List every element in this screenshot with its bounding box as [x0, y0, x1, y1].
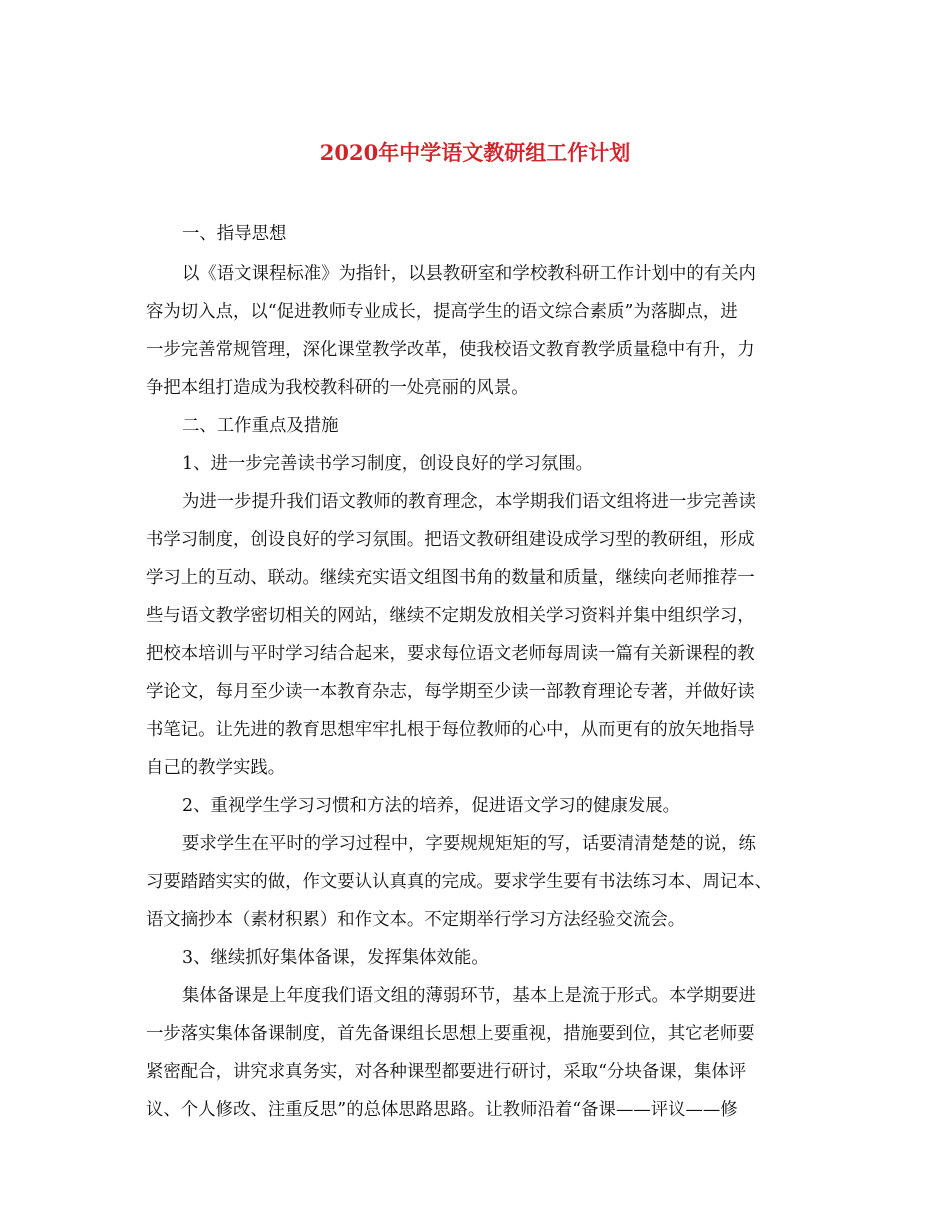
subheading-2: 2、重视学生学习习惯和方法的培养，促进语文学习的健康发展。 — [182, 796, 681, 816]
document-title: 2020年中学语文教研组工作计划 — [319, 140, 631, 165]
paragraph-line: 把校本培训与平时学习结合起来，要求每位语文老师每周读一篇有关新课程的教 — [146, 644, 755, 664]
paragraph-line: 要求学生在平时的学习过程中，字要规规矩矩的写，话要清清楚楚的说，练 — [182, 834, 756, 854]
paragraph-line: 议、个人修改、注重反思”的总体思路思路。让教师沿着“备课——评议——修 — [146, 1100, 738, 1120]
paragraph-line: 一步落实集体备课制度，首先备课组长思想上要重视，措施要到位，其它老师要 — [146, 1024, 755, 1044]
paragraph-line: 自己的教学实践。 — [146, 758, 286, 778]
paragraph-line: 容为切入点，以“促进教师专业成长，提高学生的语文综合素质”为落脚点，进 — [146, 302, 738, 322]
paragraph-line: 争把本组打造成为我校教科研的一处亮丽的风景。 — [146, 378, 529, 398]
subheading-1: 1、进一步完善读书学习制度，创设良好的学习氛围。 — [182, 454, 594, 474]
paragraph-line: 学习上的互动、联动。继续充实语文组图书角的数量和质量，继续向老师推荐一 — [146, 568, 755, 588]
paragraph-line: 习要踏踏实实的做，作文要认认真真的完成。要求学生要有书法练习本、周记本、 — [146, 872, 773, 892]
section-heading-2: 二、工作重点及措施 — [182, 416, 339, 436]
paragraph-line: 以《语文课程标准》为指针，以县教研室和学校教科研工作计划中的有关内 — [182, 264, 756, 284]
paragraph-line: 紧密配合，讲究求真务实，对各种课型都要进行研讨，采取“分块备课，集体评 — [146, 1062, 747, 1082]
subheading-3: 3、继续抓好集体备课，发挥集体效能。 — [182, 948, 489, 968]
paragraph-line: 集体备课是上年度我们语文组的薄弱环节，基本上是流于形式。本学期要进 — [182, 986, 756, 1006]
paragraph-line: 为进一步提升我们语文教师的教育理念，本学期我们语文组将进一步完善读 — [182, 492, 756, 512]
paragraph-line: 书笔记。让先进的教育思想牢牢扎根于每位教师的心中，从而更有的放矢地指导 — [146, 720, 755, 740]
paragraph-line: 书学习制度，创设良好的学习氛围。把语文教研组建设成学习型的教研组，形成 — [146, 530, 755, 550]
paragraph-line: 学论文，每月至少读一本教育杂志，每学期至少读一部教育理论专著，并做好读 — [146, 682, 755, 702]
paragraph-line: 些与语文教学密切相关的网站，继续不定期发放相关学习资料并集中组织学习， — [146, 606, 755, 626]
paragraph-line: 语文摘抄本（素材积累）和作文本。不定期举行学习方法经验交流会。 — [146, 910, 686, 930]
paragraph-line: 一步完善常规管理，深化课堂教学改革，使我校语文教育教学质量稳中有升，力 — [146, 340, 755, 360]
section-heading-1: 一、指导思想 — [182, 224, 287, 244]
